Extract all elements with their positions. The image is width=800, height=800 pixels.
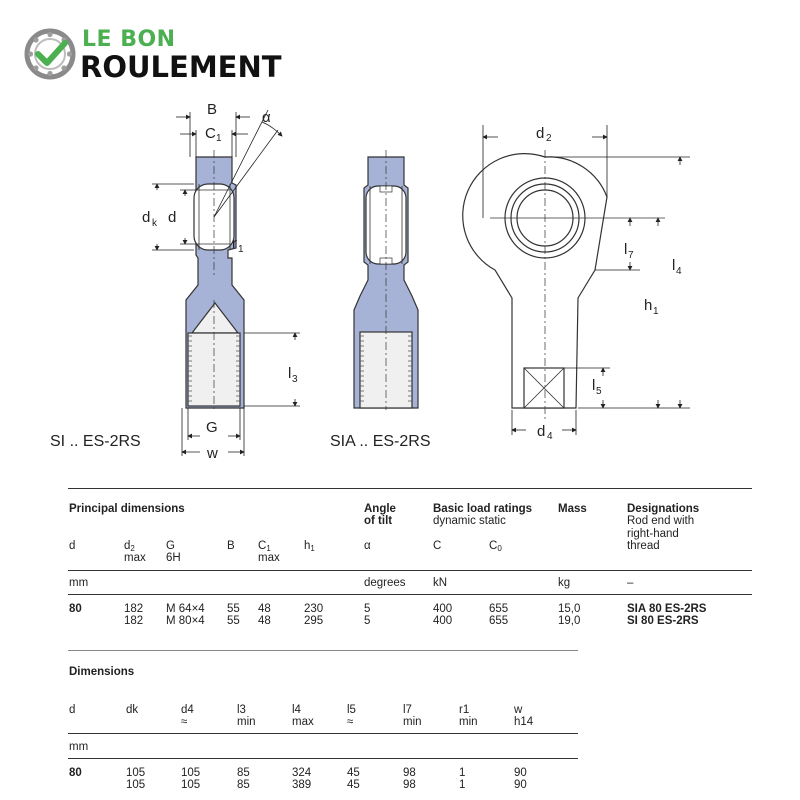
svg-text:1: 1 — [653, 306, 659, 317]
rod-end-drawing — [0, 90, 800, 470]
t1-unit-kg: kg — [558, 577, 571, 589]
front-view — [463, 150, 665, 420]
svg-text:d: d — [142, 209, 151, 226]
t1-r1-c0: 655 — [489, 615, 509, 627]
t1-designations-header: Designations — [627, 503, 700, 515]
t1-r0-c0: 655 — [489, 603, 509, 615]
t2-col-w: w — [514, 704, 523, 716]
t1-r1-alpha: 5 — [364, 615, 371, 627]
t2-header-rule — [68, 733, 578, 734]
t1-col-d2: $d_2$ — [124, 540, 135, 553]
t1-r0-mass: 15,0 — [558, 603, 581, 615]
t2-r0-w: 90 — [514, 767, 527, 779]
t2-r1-dk: 105 — [126, 779, 146, 791]
brand-line1: LE BON — [82, 27, 176, 52]
svg-text:r: r — [232, 235, 237, 252]
t1-r0-alpha: 5 — [364, 603, 371, 615]
t2-title: Dimensions — [69, 666, 135, 678]
t1-r1-d2: 182 — [124, 615, 144, 627]
t2-col-d4-note: ≈ — [181, 716, 188, 728]
t1-unit-kn: kN — [433, 577, 448, 589]
t1-r0-designation: SIA 80 ES-2RS — [627, 603, 707, 615]
t1-col-g: G — [166, 540, 175, 552]
t1-col-d: d — [69, 540, 76, 552]
svg-text:h: h — [644, 297, 653, 314]
t1-r1-c: 400 — [433, 615, 453, 627]
t2-col-w-note: h14 — [514, 716, 534, 728]
t1-r0-c1: 48 — [258, 603, 271, 615]
svg-text:l: l — [288, 365, 292, 382]
svg-text:3: 3 — [292, 374, 298, 385]
svg-text:4: 4 — [676, 266, 682, 277]
t2-r1-l5: 45 — [347, 779, 360, 791]
t2-col-r1-note: min — [459, 716, 478, 728]
si-side-view — [186, 150, 244, 412]
t1-r0-d: 80 — [69, 603, 82, 615]
t1-r1-mass: 19,0 — [558, 615, 581, 627]
svg-text:C: C — [205, 125, 216, 142]
t1-angle-header-2: of tilt — [364, 515, 393, 527]
t1-r1-h1: 295 — [304, 615, 324, 627]
t1-designations-sub3: thread — [627, 540, 660, 552]
t2-unit-mm: mm — [69, 741, 89, 753]
t2-r0-l4: 324 — [292, 767, 312, 779]
t2-r1-l4: 389 — [292, 779, 312, 791]
t2-col-l5-note: ≈ — [347, 716, 354, 728]
t2-r0-r1: 1 — [459, 767, 466, 779]
t2-col-d4: d4 — [181, 704, 194, 716]
svg-text:1: 1 — [216, 133, 222, 144]
si-caption: SI .. ES-2RS — [50, 433, 141, 450]
t1-r0-b: 55 — [227, 603, 240, 615]
t2-r0-l7: 98 — [403, 767, 416, 779]
table2-top-rule — [68, 650, 578, 651]
svg-text:l: l — [592, 377, 596, 394]
t1-unit-dash: – — [627, 577, 634, 589]
bearing-check-icon — [24, 28, 76, 80]
t1-header-rule — [68, 570, 752, 571]
t1-designations-sub1: Rod end with — [627, 515, 695, 527]
t2-r1-r1: 1 — [459, 779, 466, 791]
t2-r0-dk: 105 — [126, 767, 146, 779]
t1-r1-designation: SI 80 ES-2RS — [627, 615, 699, 627]
t2-r0-d: 80 — [69, 767, 82, 779]
brand-logo — [24, 26, 304, 86]
t2-col-l4: l4 — [292, 704, 301, 716]
t2-col-r1: r1 — [459, 704, 470, 716]
t1-r0-c: 400 — [433, 603, 453, 615]
t1-mass-header: Mass — [558, 503, 587, 515]
t1-col-c1: $C_1$ — [258, 540, 271, 553]
svg-text:l: l — [672, 257, 676, 274]
t2-r0-l5: 45 — [347, 767, 360, 779]
t2-col-l5: l5 — [347, 704, 356, 716]
t1-col-h1: $h_1$ — [304, 540, 315, 553]
svg-text:w: w — [207, 445, 218, 462]
t1-r0-d2: 182 — [124, 603, 144, 615]
t1-r0-h1: 230 — [304, 603, 324, 615]
svg-text:4: 4 — [547, 431, 553, 442]
t2-r1-l3: 85 — [237, 779, 250, 791]
t1-unit-mm: mm — [69, 577, 89, 589]
svg-text:B: B — [207, 101, 218, 118]
t2-col-l3: l3 — [237, 704, 246, 716]
svg-text:d: d — [537, 423, 546, 440]
t1-designations-sub2: right-hand — [627, 528, 679, 540]
t2-r1-l7: 98 — [403, 779, 416, 791]
t1-col-alpha: α — [364, 540, 371, 552]
t1-r1-g: M 80×4 — [166, 615, 205, 627]
t1-col-c: C — [433, 540, 442, 552]
t1-col-d2-note: max — [124, 552, 146, 564]
t2-col-l7-note: min — [403, 716, 422, 728]
t2-col-l7: l7 — [403, 704, 412, 716]
t2-col-l4-note: max — [292, 716, 314, 728]
table1-top-rule — [68, 488, 752, 489]
svg-text:1: 1 — [238, 244, 244, 255]
t1-r0-g: M 64×4 — [166, 603, 205, 615]
brand-line2: ROULEMENT — [80, 50, 282, 84]
t1-basic-load-header: Basic load ratings — [433, 503, 533, 515]
svg-text:G: G — [206, 419, 218, 436]
svg-text:k: k — [152, 218, 157, 229]
svg-text:l: l — [624, 241, 628, 258]
svg-text:2: 2 — [546, 133, 552, 144]
t1-unit-rule — [68, 594, 752, 595]
t1-r1-c1: 48 — [258, 615, 271, 627]
t2-r0-d4: 105 — [181, 767, 201, 779]
t1-angle-header: Angle — [364, 503, 396, 515]
t2-r0-l3: 85 — [237, 767, 250, 779]
t2-r1-w: 90 — [514, 779, 527, 791]
t1-basic-load-sub: dynamic static — [433, 515, 506, 527]
t2-col-d: d — [69, 704, 76, 716]
svg-text:7: 7 — [628, 250, 634, 261]
svg-text:5: 5 — [596, 386, 602, 397]
sia-caption: SIA .. ES-2RS — [330, 433, 431, 450]
t1-principal-dimensions-header: Principal dimensions — [69, 503, 185, 515]
svg-text:α: α — [262, 109, 271, 126]
t1-col-b: B — [227, 540, 235, 552]
t1-unit-degrees: degrees — [364, 577, 406, 589]
svg-text:d: d — [536, 125, 545, 142]
t1-r1-b: 55 — [227, 615, 240, 627]
t2-col-l3-note: min — [237, 716, 256, 728]
t2-col-dk: dk — [126, 704, 139, 716]
t1-col-c0: $C_0$ — [489, 540, 502, 553]
t2-r1-d4: 105 — [181, 779, 201, 791]
t1-col-c1-note: max — [258, 552, 280, 564]
t2-unit-rule — [68, 758, 578, 759]
t1-col-g-note: 6H — [166, 552, 181, 564]
svg-text:d: d — [168, 209, 177, 226]
